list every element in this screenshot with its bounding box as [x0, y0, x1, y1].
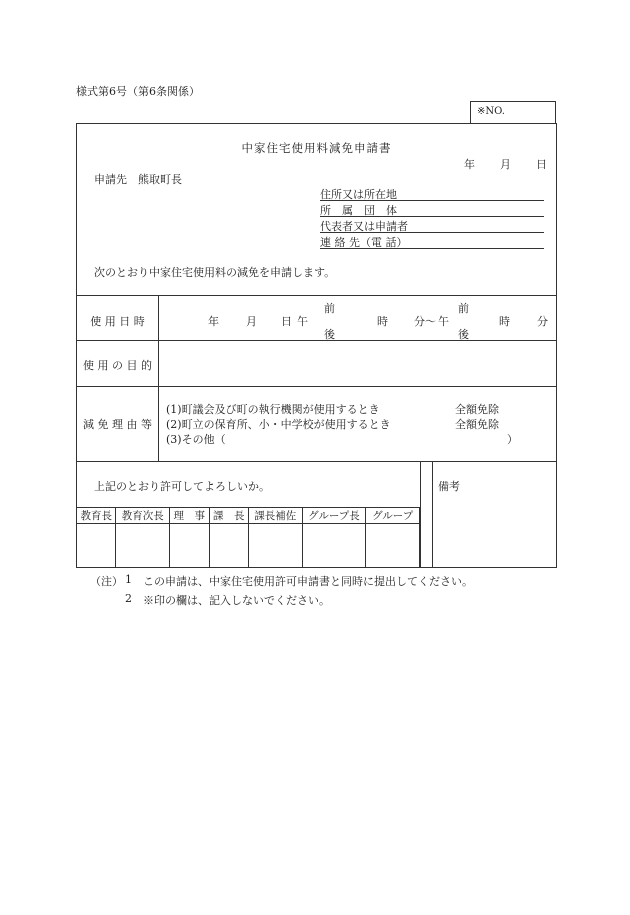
note-1-number: 1: [125, 573, 132, 586]
usage-year: 年: [208, 315, 219, 328]
reason-result-1: 全額免除: [455, 403, 499, 416]
approval-text: 上記のとおり許可してよろしいか。: [94, 480, 270, 493]
application-form: [76, 123, 557, 568]
seal-header-group: グループ: [366, 508, 420, 524]
group-field[interactable]: [320, 202, 544, 217]
seal-box-director[interactable]: [170, 524, 209, 568]
usage-month: 月: [246, 315, 257, 328]
am-mark-1: 前: [324, 302, 335, 315]
purpose-field[interactable]: [159, 341, 556, 386]
reason-result-2: 全額免除: [455, 418, 499, 431]
form-title: 中家住宅使用料減免申請書: [241, 141, 392, 155]
note-1-text: この申請は、中家住宅使用許可申請書と同時に提出してください。: [143, 575, 473, 588]
seal-box-assistant-chief[interactable]: [248, 524, 302, 568]
seal-header-section-chief: 課 長: [209, 508, 248, 524]
seal-header-deputy: 教育次長: [116, 508, 170, 524]
seal-header-superintendent: 教育長: [77, 508, 116, 524]
reception-number-box: ※NO.: [470, 101, 556, 124]
reason-item-2: (2)町立の保育所、小・中学校が使用するとき: [166, 418, 391, 431]
remarks-label: 備考: [438, 480, 460, 493]
seal-box-group-leader[interactable]: [302, 524, 366, 568]
note-2-text: ※印の欄は、記入しないでください。: [143, 594, 330, 607]
approval-seal-table: [76, 507, 420, 568]
address-label: 住所又は所在地: [320, 188, 397, 201]
intro-text: 次のとおり中家住宅使用料の減免を申請します。: [94, 266, 336, 279]
date-month: 月: [500, 158, 511, 171]
representative-field[interactable]: [320, 218, 544, 233]
reason-close: ）: [507, 433, 518, 446]
address-field[interactable]: [320, 186, 544, 201]
seal-box-deputy[interactable]: [116, 524, 170, 568]
seal-box-section-chief[interactable]: [209, 524, 248, 568]
reason-item-1: (1)町議会及び町の執行機関が使用するとき: [166, 403, 380, 416]
am-pm-2: 午: [438, 315, 449, 328]
pm-mark-2: 後: [458, 328, 469, 341]
seal-header-group-leader: グループ長: [302, 508, 366, 524]
am-pm-1: 午: [297, 315, 308, 328]
note-2-number: 2: [125, 592, 132, 605]
usage-time-label: 使 用 日 時: [90, 315, 145, 328]
contact-label: 連 絡 先（電 話）: [320, 236, 408, 249]
date-day: 日: [536, 158, 547, 171]
representative-label: 代表者又は申請者: [320, 220, 408, 233]
seal-header-director: 理 事: [170, 508, 209, 524]
reason-item-3: (3)その他（: [166, 433, 226, 446]
usage-min: 分: [537, 315, 548, 328]
group-label: 所 属 団 体: [320, 204, 397, 217]
contact-field[interactable]: [320, 234, 544, 249]
seal-header-assistant-chief: 課長補佐: [248, 508, 302, 524]
form-number: 様式第6号（第6条関係）: [76, 85, 200, 98]
usage-min-to: 分〜: [414, 315, 436, 328]
am-mark-2: 前: [458, 302, 469, 315]
usage-hour-1: 時: [377, 315, 388, 328]
pm-mark-1: 後: [324, 328, 335, 341]
notes-prefix: （注）: [90, 575, 123, 588]
purpose-label: 使 用 の 目 的: [83, 359, 152, 372]
recipient: 申請先 熊取町長: [94, 173, 182, 186]
reason-label: 減 免 理 由 等: [83, 418, 152, 431]
seal-box-group[interactable]: [366, 524, 420, 568]
usage-day: 日: [281, 315, 292, 328]
date-year: 年: [464, 158, 475, 171]
remarks-field[interactable]: [433, 496, 556, 568]
usage-time-field[interactable]: [159, 296, 556, 340]
seal-box-superintendent[interactable]: [77, 524, 116, 568]
usage-hour-2: 時: [499, 315, 510, 328]
